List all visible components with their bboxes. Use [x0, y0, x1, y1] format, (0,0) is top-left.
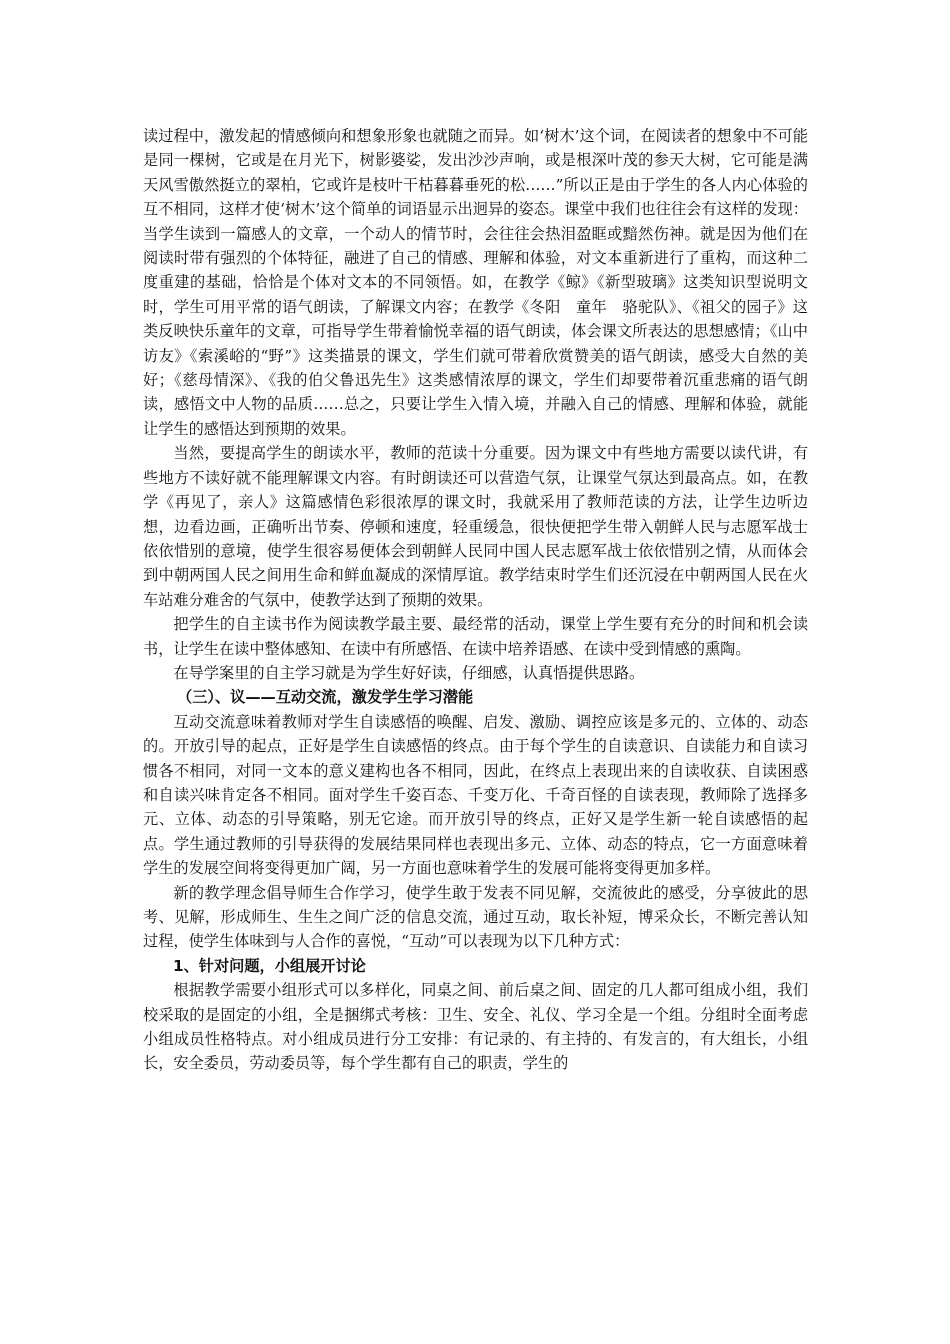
paragraph-guided-study: 在导学案里的自主学习就是为学生好好读，仔细感，认真悟提供思路。: [173, 663, 645, 682]
paragraph-interactive-exchange: 互动交流意味着教师对学生自读感悟的唤醒、启发、激励、调控应该是多元的、立体的、动态的。开放引导的起点，正好是学生自读感悟的终点。由于每个学生的自读意识、自读能力和自读习惯各不相同，对同一文本的意义建构也各不相同，因此，在终点上表现出来的自读收获、自读困惑和自读兴味肯定各不相同。面对学生千姿百态、千变万化、千奇百怪的自读表现，教师除了选择多元、立体、动态的引导策略，别无它途。而开放引导的终点，正好又是学生新一轮自读感悟的起点。学生通过教师的引导获得的发展结果同样也表现出多元、立体、动态的特点，它一方面意味着学生的发展空间将变得更加广阔，另一方面也意味着学生的发展可能将变得更加多样。: [143, 712, 808, 878]
paragraph-independent-reading: 把学生的自主读书作为阅读教学最主要、最经常的活动，课堂上学生要有充分的时间和机会读书，让学生在读中整体感知、在读中有所感悟、在读中培养语感、在读中受到情感的熏陶。: [143, 615, 808, 658]
paragraph-cooperative-learning: 新的教学理念倡导师生合作学习，使学生敢于发表不同见解，交流彼此的感受，分享彼此的思考、见解，形成师生、生生之间广泛的信息交流，通过互动，取长补短，博采众长，不断完善认知过程，使学生体味到与人合作的喜悦，“互动”可以表现为以下几种方式：: [143, 883, 808, 951]
subheading-group-discussion: 1、针对问题，小组展开讨论: [173, 956, 366, 975]
document-page: [143, 124, 808, 1076]
section-heading-discussion: （三）、议——互动交流，激发学生学习潜能: [177, 688, 474, 707]
paragraph-teacher-model-reading: 当然，要提高学生的朗读水平，教师的范读十分重要。因为课文中有些地方需要以读代讲，有些地方不读好就不能理解课文内容。有时朗读还可以营造气氛，让课堂气氛达到最高点。如，在教学《再见了，亲人》这篇感情色彩很浓厚的课文时，我就采用了教师范读的方法，让学生边听边想，边看边画，正确听出节奏、停顿和速度，轻重缓急，很快便把学生带入朝鲜人民与志愿军战士依依惜别的意境，使学生很容易便体会到朝鲜人民同中国人民志愿军战士依依惜别之情，从而体会到中朝两国人民之间用生命和鲜血凝成的深情厚谊。教学结束时学生们还沉浸在中朝两国人民在火车站难分难舍的气氛中，使教学达到了预期的效果。: [143, 444, 808, 609]
paragraph-group-organization: 根据教学需要小组形式可以多样化，同桌之间、前后桌之间、固定的几人都可组成小组，我们校采取的是固定的小组，全是捆绑式考核：卫生、安全、礼仪、学习全是一个组。分组时全面考虑小组成员性格特点。对小组成员进行分工安排：有记录的、有主持的、有发言的，有大组长，小组长，安全委员，劳动委员等，每个学生都有自己的职责，学生的: [143, 981, 808, 1073]
paragraph-reading-experience: 读过程中，激发起的情感倾向和想象形象也就随之而异。如‘树木’这个词，在阅读者的想象中不可能是同一棵树，它或是在月光下，树影婆娑，发出沙沙声响，或是根深叶茂的参天大树，它可能是满天风雪傲然挺立的翠柏，它或许是枝叶干枯暮暮垂死的松……”所以正是由于学生的各人内心体验的互不相同，这样才使‘树木’这个简单的词语显示出迥异的姿态。课堂中我们也往往会有这样的发现：当学生读到一篇感人的文章，一个动人的情节时，会往往会热泪盈眶或黯然伤神。就是因为他们在阅读时带有强烈的个体特征，融进了自己的情感、理解和体验，对文本重新进行了重构，而这种二度重建的基础，恰恰是个体对文本的不同领悟。如，在教学《鲸》《新型玻璃》这类知识型说明文时，学生可用平常的语气朗读，了解课文内容；在教学《冬阳 童年 骆驼队》、《祖父的园子》这类反映快乐童年的文章，可指导学生带着愉悦幸福的语气朗读，体会课文所表达的思想感情；《山中访友》《索溪峪的“野”》这类描景的课文，学生们就可带着欣赏赞美的语气朗读，感受大自然的美好；《慈母情深》、《我的伯父鲁迅先生》这类感情浓厚的课文，学生们却要带着沉重悲痛的语气朗读，感悟文中人物的品质……总之，只要让学生入情入境，并融入自己的情感、理解和体验，就能让学生的感悟达到预期的效果。: [143, 127, 808, 438]
